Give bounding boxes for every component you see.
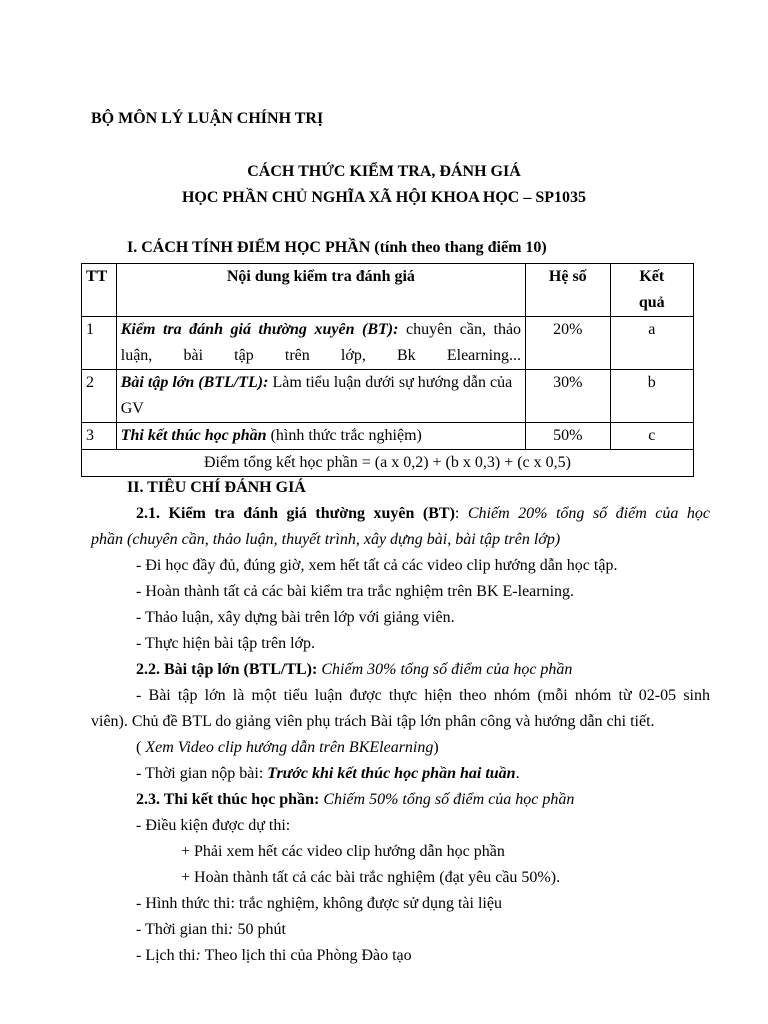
row3-detail: (hình thức trắc nghiệm) xyxy=(266,427,422,444)
s23-sched-label: - Lịch thi xyxy=(136,947,196,964)
s22-label: 2.2. Bài tập lớn (BTL/TL): xyxy=(136,661,318,678)
row3-tt: 3 xyxy=(82,423,117,450)
section1-heading: I. CÁCH TÍNH ĐIỂM HỌC PHẦN (tính theo thang điểm 10) xyxy=(127,239,547,256)
s22-heading xyxy=(136,660,572,680)
s22-para-line2: viên). Chủ đề BTL do giảng viên phụ trách Bài tập lớn phân công và hướng dẫn chi tiết. xyxy=(91,713,655,730)
row2-content xyxy=(116,370,525,423)
row3-heso: 50% xyxy=(526,423,610,450)
s23-time-label: - Thời gian thi xyxy=(136,921,229,938)
s21-bullet: - Hoàn thành tất cả các bài kiểm tra trắc nghiệm trên BK E-learning. xyxy=(136,583,575,600)
section2-heading: II. TIÊU CHÍ ĐÁNH GIÁ xyxy=(127,479,306,496)
row3-content xyxy=(116,423,525,450)
s23-heading xyxy=(136,790,574,810)
document-title-line2: HỌC PHẦN CHỦ NGHĨA XÃ HỘI KHOA HỌC – SP1035 xyxy=(181,189,587,206)
total-formula: Điểm tổng kết học phần = (a x 0,2) + (b x 0,3) + (c x 0,5) xyxy=(82,450,694,477)
s22-video-close: ) xyxy=(433,739,439,756)
s21-bullet: - Thảo luận, xây dựng bài trên lớp với giảng viên. xyxy=(136,609,455,626)
s22-deadline-label: - Thời gian nộp bài: xyxy=(136,765,268,782)
table-row xyxy=(82,423,694,450)
row1-tt: 1 xyxy=(82,317,117,370)
header-ketqua: Kết quả xyxy=(610,264,693,317)
header-heso: Hệ số xyxy=(526,264,610,317)
s22-deadline-end: . xyxy=(515,765,520,782)
s23-cond-heading: - Điều kiện được dự thi: xyxy=(136,817,291,834)
s22-video-open: ( xyxy=(136,739,146,756)
s23-label: 2.3. Thi kết thúc học phần: xyxy=(136,791,320,808)
s21-bullet: - Thực hiện bài tập trên lớp. xyxy=(136,635,316,652)
s23-cond-item: + Hoàn thành tất cả các bài trắc nghiệm (đạt yêu cầu 50%). xyxy=(181,869,561,886)
row2-ketqua: b xyxy=(610,370,693,423)
row1-content xyxy=(116,317,525,370)
row1-label: Kiểm tra đánh giá thường xuyên (BT): xyxy=(120,321,399,338)
row2-tt: 2 xyxy=(82,370,117,423)
s23-time-value: 50 phút xyxy=(233,921,286,938)
s22-desc: Chiếm 30% tổng số điểm của học phần xyxy=(317,661,573,678)
s21-colon: : xyxy=(454,505,468,522)
row2-label: Bài tập lớn (BTL/TL): xyxy=(120,374,269,391)
row1-heso: 20% xyxy=(526,317,610,370)
s23-schedule xyxy=(136,946,412,966)
s22-video-text: Xem Video clip hướng dẫn trên BKElearning xyxy=(145,739,434,756)
s23-time xyxy=(136,920,286,940)
table-total-row xyxy=(82,450,694,477)
row2-heso: 30% xyxy=(526,370,610,423)
row1-ketqua: a xyxy=(610,317,693,370)
row3-label: Thi kết thúc học phần xyxy=(120,427,267,444)
s23-desc: Chiếm 50% tổng số điểm của học phần xyxy=(319,791,575,808)
s21-bullet: - Đi học đầy đủ, đúng giờ, xem hết tất cả các video clip hướng dẫn học tập. xyxy=(136,557,618,574)
table-row xyxy=(82,370,694,423)
s21-line1 xyxy=(136,504,710,524)
header-tt: TT xyxy=(82,264,117,317)
table-header-row xyxy=(82,264,694,317)
s22-video-note xyxy=(136,738,439,758)
s23-time-colon: : xyxy=(228,921,234,938)
s23-sched-value: Theo lịch thi của Phòng Đào tạo xyxy=(200,947,412,964)
s23-sched-colon: : xyxy=(195,947,201,964)
s21-label: 2.1. Kiểm tra đánh giá thường xuyên (BT) xyxy=(136,505,455,522)
table-row xyxy=(82,317,694,370)
s22-deadline-value: Trước khi kết thúc học phần hai tuần xyxy=(267,765,516,782)
grading-table xyxy=(81,263,694,477)
row1-detail: chuyên cần, thảo luận, bài tập trên lớp, Bk Elearning... xyxy=(120,321,522,364)
s22-para-line1: - Bài tập lớn là một tiểu luận được thực hiện theo nhóm (mỗi nhóm từ 02-05 sinh xyxy=(136,687,710,704)
header-content: Nội dung kiểm tra đánh giá xyxy=(116,264,525,317)
row3-ketqua: c xyxy=(610,423,693,450)
document-title-line1: CÁCH THỨC KIỂM TRA, ĐÁNH GIÁ xyxy=(247,163,521,180)
s22-deadline xyxy=(136,764,520,784)
s23-cond-item: + Phải xem hết các video clip hướng dẫn học phần xyxy=(181,843,505,860)
s23-form: - Hình thức thi: trắc nghiệm, không được sử dụng tài liệu xyxy=(136,895,502,912)
row2-detail: Làm tiểu luận dưới sự hướng dẫn của GV xyxy=(120,374,513,417)
s21-desc-line1: Chiếm 20% tổng số điểm của học xyxy=(467,505,710,522)
s21-desc-line2: phần (chuyên cần, thảo luận, thuyết trình, xây dựng bài, bài tập trên lớp) xyxy=(91,531,561,548)
department-name: BỘ MÔN LÝ LUẬN CHÍNH TRỊ xyxy=(91,110,324,127)
